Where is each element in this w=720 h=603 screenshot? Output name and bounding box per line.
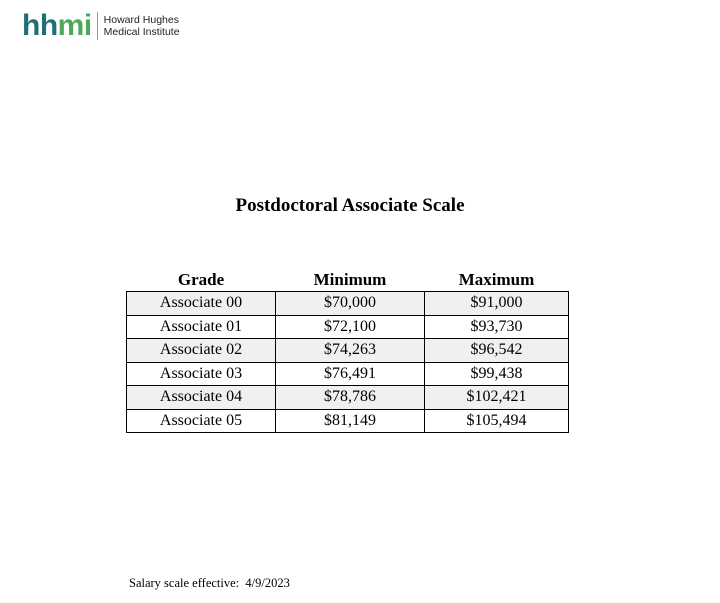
table-row xyxy=(127,386,569,410)
grade-cell: Associate 01 xyxy=(127,315,276,339)
maximum-cell: $93,730 xyxy=(425,315,569,339)
minimum-cell: $78,786 xyxy=(276,386,425,410)
hhmi-wordmark: hhmi xyxy=(22,9,92,42)
institute-name: Howard Hughes Medical Institute xyxy=(103,14,180,38)
header-grade: Grade xyxy=(177,270,225,289)
minimum-cell: $70,000 xyxy=(276,292,425,316)
maximum-cell: $91,000 xyxy=(425,292,569,316)
grade-cell: Associate 04 xyxy=(127,386,276,410)
header-maximum: Maximum xyxy=(458,270,535,289)
salary-table xyxy=(126,291,569,433)
page-title: Postdoctoral Associate Scale xyxy=(235,195,465,216)
hhmi-logo xyxy=(22,10,180,42)
effective-label: Salary scale effective: xyxy=(129,576,240,590)
grade-cell: Associate 02 xyxy=(127,339,276,363)
grade-cell: Associate 03 xyxy=(127,362,276,386)
maximum-cell: $96,542 xyxy=(425,339,569,363)
minimum-cell: $74,263 xyxy=(276,339,425,363)
table-row xyxy=(127,292,569,316)
table-row xyxy=(127,315,569,339)
effective-date: 4/9/2023 xyxy=(245,576,290,590)
maximum-cell: $102,421 xyxy=(425,386,569,410)
header-minimum: Minimum xyxy=(313,270,387,289)
table-header xyxy=(126,270,569,290)
grade-cell: Associate 05 xyxy=(127,409,276,433)
minimum-cell: $81,149 xyxy=(276,409,425,433)
effective-date-note xyxy=(129,576,290,591)
logo-divider xyxy=(97,12,98,40)
maximum-cell: $99,438 xyxy=(425,362,569,386)
minimum-cell: $72,100 xyxy=(276,315,425,339)
minimum-cell: $76,491 xyxy=(276,362,425,386)
maximum-cell: $105,494 xyxy=(425,409,569,433)
table-row xyxy=(127,409,569,433)
table-row xyxy=(127,362,569,386)
table-row xyxy=(127,339,569,363)
grade-cell: Associate 00 xyxy=(127,292,276,316)
